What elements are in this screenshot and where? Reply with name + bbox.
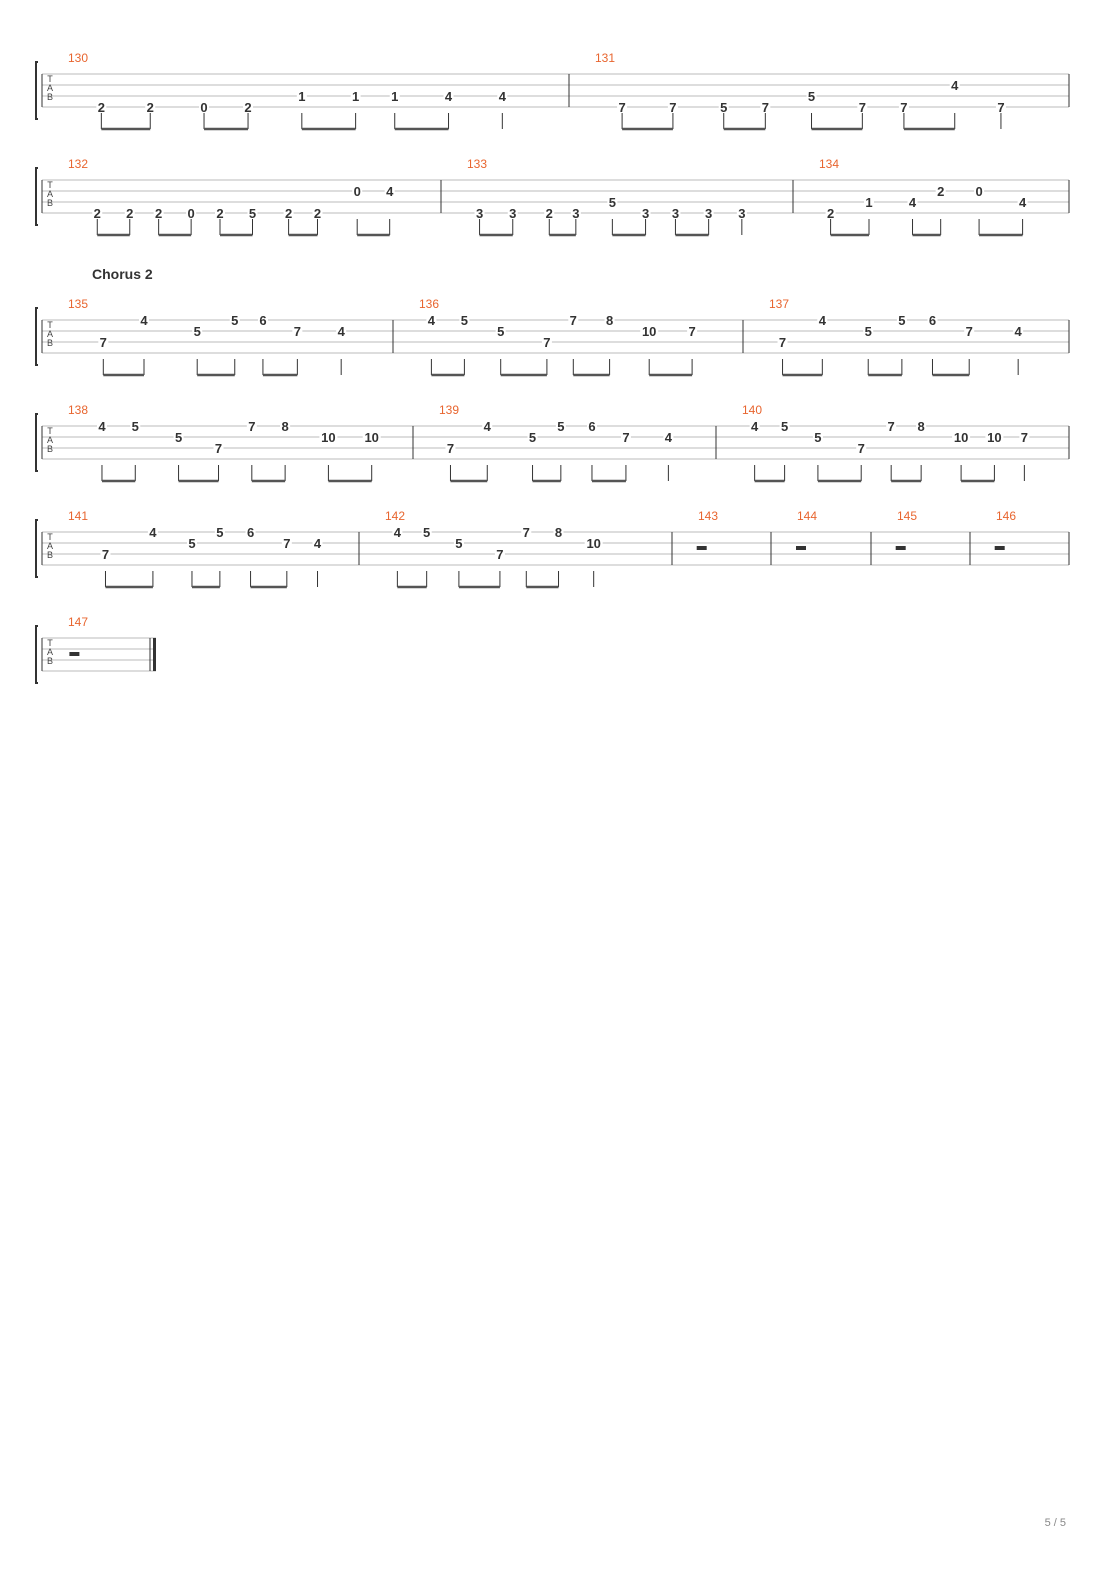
tab-clef-letter: T (47, 638, 53, 648)
fret-number: 5 (188, 536, 196, 551)
measure (68, 403, 413, 481)
tab-clef-letter: A (46, 83, 54, 93)
fret-number: 4 (313, 536, 322, 551)
system-bracket (36, 414, 38, 471)
measure (742, 403, 1069, 481)
measure-number: 142 (385, 509, 406, 523)
tab-clef-letter: A (46, 329, 54, 339)
fret-number: 7 (569, 313, 577, 328)
fret-number: 7 (101, 547, 110, 562)
tab-clef-letter: T (47, 320, 53, 330)
measure-number: 136 (419, 297, 440, 311)
measure (68, 615, 156, 671)
fret-number: 10 (586, 536, 601, 551)
fret-number: 2 (93, 206, 101, 221)
fret-number: 5 (248, 206, 257, 221)
fret-number: 0 (187, 206, 195, 221)
fret-number: 2 (826, 206, 835, 221)
fret-number: 1 (352, 89, 360, 104)
measure (896, 509, 970, 565)
tab-clef-letter: B (46, 550, 54, 560)
fret-number: 4 (951, 78, 959, 93)
fret-number: 2 (155, 206, 163, 221)
measure-number: 131 (595, 51, 616, 65)
fret-number: 4 (393, 525, 401, 540)
fret-number: 6 (246, 525, 255, 540)
fret-number: 3 (705, 206, 713, 221)
fret-number: 7 (997, 100, 1005, 115)
measure-number: 145 (897, 509, 918, 523)
fret-number: 7 (857, 441, 865, 456)
fret-number: 2 (244, 100, 252, 115)
system-bracket (36, 308, 38, 365)
tab-clef-letter: T (47, 180, 53, 190)
tab-clef-letter: T (47, 74, 53, 84)
fret-number: 5 (497, 324, 505, 339)
fret-number: 6 (588, 419, 596, 434)
fret-number: 10 (641, 324, 657, 339)
fret-number: 5 (423, 525, 431, 540)
fret-number: 4 (818, 313, 826, 328)
fret-number: 4 (337, 324, 345, 339)
fret-number: 2 (937, 184, 945, 199)
fret-number: 2 (313, 206, 322, 221)
measure-number: 130 (68, 51, 89, 65)
fret-number: 0 (975, 184, 983, 199)
fret-number: 8 (917, 419, 925, 434)
fret-number: 7 (446, 441, 455, 456)
fret-number: 4 (386, 184, 394, 199)
fret-number: 4 (1018, 195, 1027, 210)
fret-number: 5 (460, 313, 469, 328)
measure (68, 509, 359, 587)
fret-number: 7 (622, 430, 630, 445)
whole-rest (697, 546, 707, 550)
tab-clef-letter: T (47, 426, 53, 436)
fret-number: 5 (814, 430, 822, 445)
fret-number: 4 (149, 525, 157, 540)
measure-number: 137 (769, 297, 790, 311)
fret-number: 4 (751, 419, 759, 434)
fret-number: 4 (664, 430, 672, 445)
measure (595, 51, 1069, 129)
fret-number: 8 (281, 419, 289, 434)
fret-number: 5 (780, 419, 789, 434)
fret-number: 7 (778, 335, 787, 350)
fret-number: 7 (761, 100, 769, 115)
system-bracket (36, 62, 38, 119)
system-bracket (36, 168, 38, 225)
fret-number: 5 (528, 430, 537, 445)
fret-number: 7 (1020, 430, 1028, 445)
fret-number: 6 (928, 313, 937, 328)
fret-number: 5 (864, 324, 872, 339)
whole-rest (995, 546, 1005, 550)
fret-number: 2 (126, 206, 134, 221)
tab-clef-letter: A (46, 435, 54, 445)
fret-number: 5 (193, 324, 201, 339)
fret-number: 8 (554, 525, 563, 540)
fret-number: 2 (545, 206, 553, 221)
tab-systems (36, 51, 1069, 683)
measure-number: 135 (68, 297, 89, 311)
fret-number: 4 (498, 89, 506, 104)
fret-number: 3 (738, 206, 746, 221)
measure (819, 157, 1069, 235)
fret-number: 2 (216, 206, 224, 221)
fret-number: 5 (807, 89, 816, 104)
system-bracket (36, 520, 38, 577)
fret-number: 7 (965, 324, 973, 339)
fret-number: 7 (669, 100, 677, 115)
tab-clef-letter: T (47, 532, 53, 542)
tab-clef-letter: B (46, 338, 54, 348)
fret-number: 10 (364, 430, 379, 445)
whole-rest (69, 652, 79, 656)
measure (697, 509, 771, 565)
measure-number: 143 (698, 509, 719, 523)
measure-number: 147 (68, 615, 89, 629)
fret-number: 3 (641, 206, 650, 221)
measure-number: 139 (439, 403, 460, 417)
fret-number: 7 (887, 419, 895, 434)
measure (796, 509, 871, 565)
measure (769, 297, 1069, 375)
fret-number: 5 (231, 313, 239, 328)
measure-number: 134 (819, 157, 840, 171)
fret-number: 5 (557, 419, 565, 434)
fret-number: 1 (865, 195, 873, 210)
fret-number: 5 (131, 419, 139, 434)
tab-system (36, 615, 156, 683)
tab-system (36, 509, 1069, 587)
fret-number: 5 (608, 195, 616, 210)
fret-number: 4 (908, 195, 917, 210)
tab-system (36, 157, 1069, 235)
tab-clef-letter: B (46, 444, 54, 454)
fret-number: 2 (146, 100, 154, 115)
fret-number: 1 (391, 89, 399, 104)
fret-number: 5 (898, 313, 906, 328)
tab-clef-letter: B (46, 656, 54, 666)
measure (995, 509, 1069, 565)
measure (467, 157, 793, 235)
fret-number: 7 (688, 324, 696, 339)
tab-system (36, 51, 1069, 129)
fret-number: 4 (1014, 324, 1022, 339)
system-bracket (36, 626, 38, 683)
fret-number: 3 (671, 206, 680, 221)
fret-number: 7 (543, 335, 551, 350)
measure-number: 141 (68, 509, 89, 523)
fret-number: 7 (283, 536, 291, 551)
fret-number: 0 (353, 184, 361, 199)
fret-number: 7 (522, 525, 530, 540)
fret-number: 7 (858, 100, 866, 115)
fret-number: 4 (427, 313, 436, 328)
fret-number: 10 (953, 430, 969, 445)
tab-clef-letter: A (46, 541, 54, 551)
fret-number: 3 (475, 206, 484, 221)
page-number: 5 / 5 (1044, 1517, 1066, 1529)
fret-number: 10 (987, 430, 1002, 445)
fret-number: 7 (496, 547, 504, 562)
measure (385, 509, 672, 587)
final-barline-thick (153, 638, 156, 671)
fret-number: 5 (216, 525, 224, 540)
measure-number: 132 (68, 157, 89, 171)
tab-clef-letter: A (46, 647, 54, 657)
tab-clef-letter: B (46, 92, 54, 102)
fret-number: 7 (618, 100, 626, 115)
fret-number: 5 (455, 536, 463, 551)
fret-number: 4 (483, 419, 491, 434)
fret-number: 1 (298, 89, 306, 104)
fret-number: 4 (140, 313, 148, 328)
measure-number: 133 (467, 157, 488, 171)
fret-number: 3 (509, 206, 517, 221)
measure (439, 403, 716, 481)
tab-system (36, 403, 1069, 481)
fret-number: 7 (900, 100, 908, 115)
measure-number: 140 (742, 403, 763, 417)
fret-number: 5 (720, 100, 728, 115)
fret-number: 0 (200, 100, 208, 115)
tab-clef-letter: A (46, 189, 54, 199)
tab-clef-letter: B (46, 198, 54, 208)
measure (68, 51, 569, 129)
fret-number: 7 (214, 441, 223, 456)
measure-number: 144 (797, 509, 818, 523)
measure-number: 146 (996, 509, 1017, 523)
fret-number: 7 (248, 419, 256, 434)
measure (419, 297, 743, 375)
fret-number: 7 (293, 324, 301, 339)
fret-number: 7 (99, 335, 107, 350)
fret-number: 4 (98, 419, 106, 434)
fret-number: 6 (259, 313, 267, 328)
fret-number: 8 (605, 313, 614, 328)
whole-rest (896, 546, 906, 550)
measure (68, 157, 441, 235)
fret-number: 10 (321, 430, 336, 445)
fret-number: 2 (97, 100, 105, 115)
fret-number: 3 (572, 206, 580, 221)
fret-number: 4 (444, 89, 453, 104)
fret-number: 5 (174, 430, 183, 445)
fret-number: 2 (284, 206, 293, 221)
tab-system (36, 297, 1069, 375)
section-label: Chorus 2 (92, 266, 153, 282)
measure (68, 297, 393, 375)
whole-rest (796, 546, 806, 550)
measure-number: 138 (68, 403, 89, 417)
